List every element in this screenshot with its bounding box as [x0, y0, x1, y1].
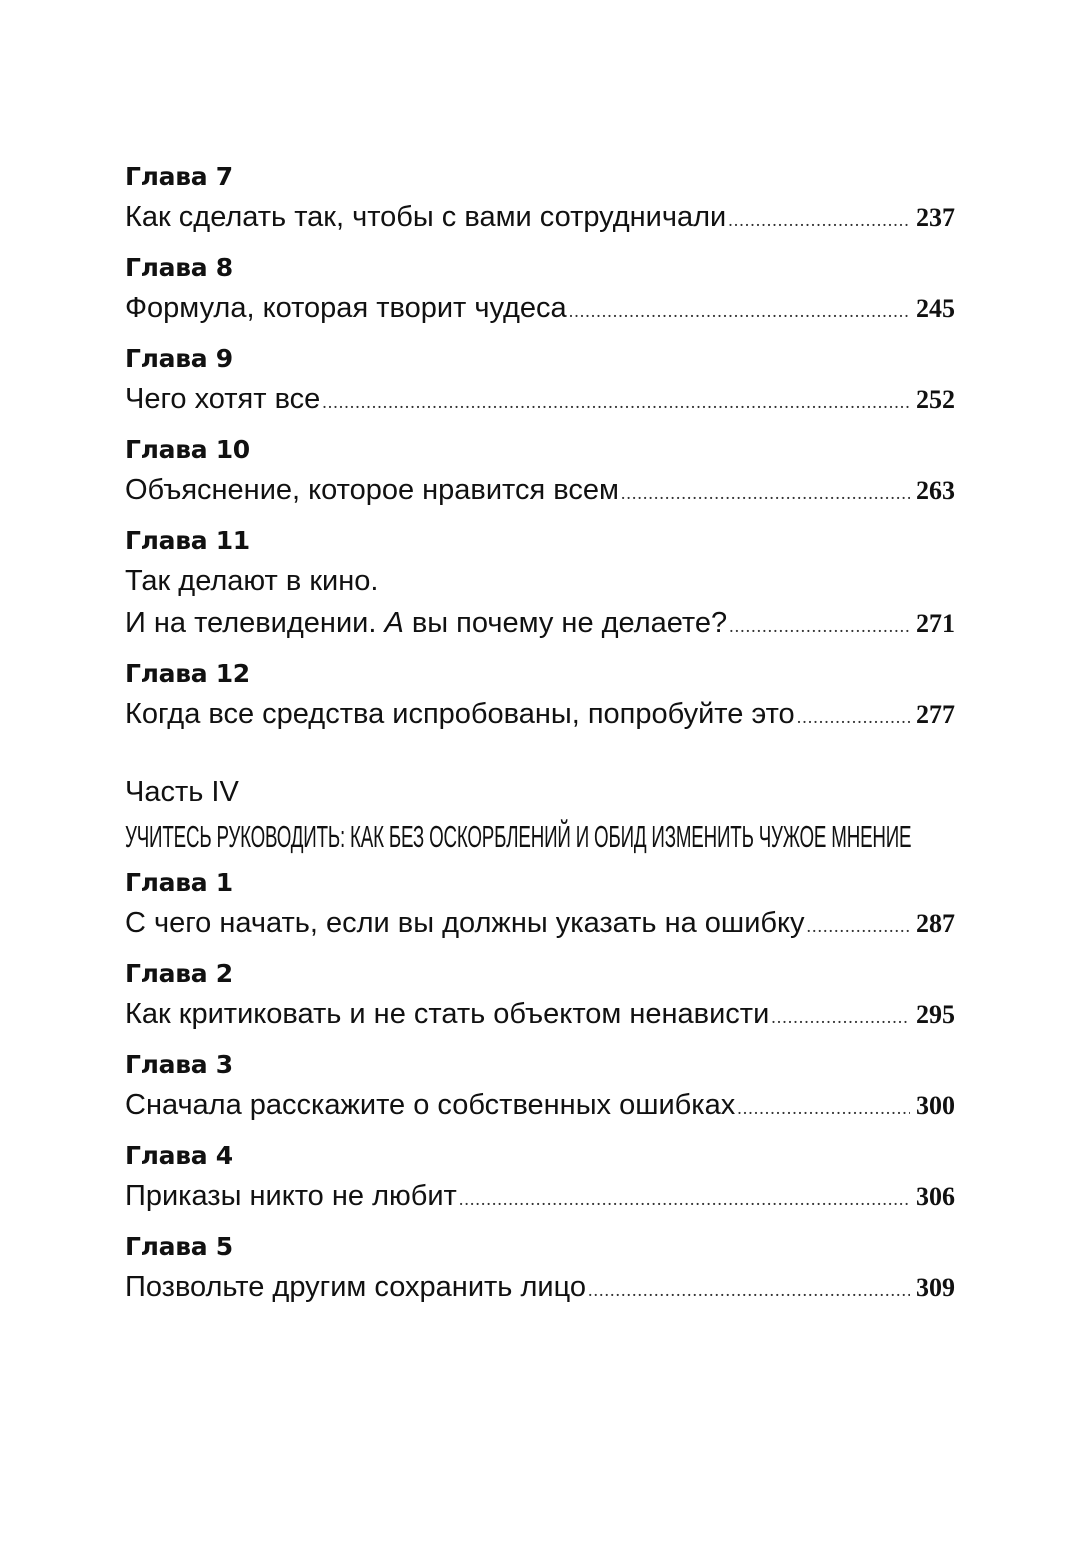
page-number: 309 — [916, 1273, 955, 1302]
dot-leader — [728, 199, 910, 241]
chapter-title-line-1: Так делают в кино. — [125, 565, 379, 597]
chapter-label: Глава 8 — [125, 253, 233, 282]
chapter-title: Как критиковать и не стать объектом ненависти — [125, 998, 770, 1030]
page-number: 300 — [916, 1091, 955, 1120]
chapter-title: Чего хотят все — [125, 383, 321, 415]
dot-leader — [797, 696, 910, 738]
dot-leader — [588, 1269, 910, 1311]
chapter-title: Когда все средства испробованы, попробуйте это — [125, 698, 795, 730]
chapter-title: Объяснение, которое нравится всем — [125, 474, 619, 506]
page-number: 277 — [916, 700, 955, 729]
chapter-label: Глава 4 — [125, 1141, 233, 1170]
dot-leader — [621, 472, 910, 514]
dot-leader — [322, 381, 910, 423]
dot-leader — [807, 905, 910, 947]
toc-entry — [125, 1046, 955, 1129]
toc-entry — [125, 158, 955, 241]
dot-leader — [459, 1178, 910, 1220]
chapter-title: Формула, которая творит чудеса — [125, 292, 567, 324]
toc-entry — [125, 1228, 955, 1311]
chapter-title: Как сделать так, чтобы с вами сотрудничали — [125, 201, 727, 233]
chapter-title: Сначала расскажите о собственных ошибках — [125, 1089, 736, 1121]
italic-letter: А — [384, 607, 404, 639]
toc-entry — [125, 249, 955, 332]
chapter-label: Глава 3 — [125, 1050, 233, 1079]
chapter-label: Глава 7 — [125, 162, 233, 191]
chapter-title-line-2: И на телевидении. А вы почему не делаете? — [125, 607, 728, 639]
dot-leader — [729, 605, 910, 647]
toc-entry — [125, 864, 955, 947]
chapter-label: Глава 10 — [125, 435, 250, 464]
toc-entry — [125, 1137, 955, 1220]
chapter-label: Глава 2 — [125, 959, 233, 988]
page-number: 295 — [916, 1000, 955, 1029]
page-number: 306 — [916, 1182, 955, 1211]
chapter-label: Глава 1 — [125, 868, 233, 897]
dot-leader — [737, 1087, 910, 1129]
part-label: Часть IV — [125, 776, 239, 808]
chapter-title: Позвольте другим сохранить лицо — [125, 1271, 586, 1303]
page-number: 263 — [916, 476, 955, 505]
dot-leader — [569, 290, 910, 332]
page-number: 287 — [916, 909, 955, 938]
toc-entry — [125, 655, 955, 738]
toc-entry — [125, 431, 955, 514]
chapter-label: Глава 9 — [125, 344, 233, 373]
dot-leader — [771, 996, 910, 1038]
page-number: 245 — [916, 294, 955, 323]
chapter-label: Глава 12 — [125, 659, 250, 688]
toc-entry — [125, 955, 955, 1038]
chapter-label: Глава 5 — [125, 1232, 233, 1261]
page-number: 237 — [916, 203, 955, 232]
table-of-contents — [125, 158, 955, 1311]
toc-entry — [125, 522, 955, 647]
page-number: 252 — [916, 385, 955, 414]
chapter-title: С чего начать, если вы должны указать на ошибку — [125, 907, 805, 939]
chapter-title: Приказы никто не любит — [125, 1180, 457, 1212]
toc-entry — [125, 340, 955, 423]
page-number: 271 — [916, 609, 955, 638]
part-title: УЧИТЕСЬ РУКОВОДИТЬ: КАК БЕЗ ОСКОРБЛЕНИЙ И ОБИД ИЗМЕНИТЬ ЧУЖОЕ МНЕНИЕ — [125, 819, 912, 854]
chapter-label: Глава 11 — [125, 526, 250, 555]
